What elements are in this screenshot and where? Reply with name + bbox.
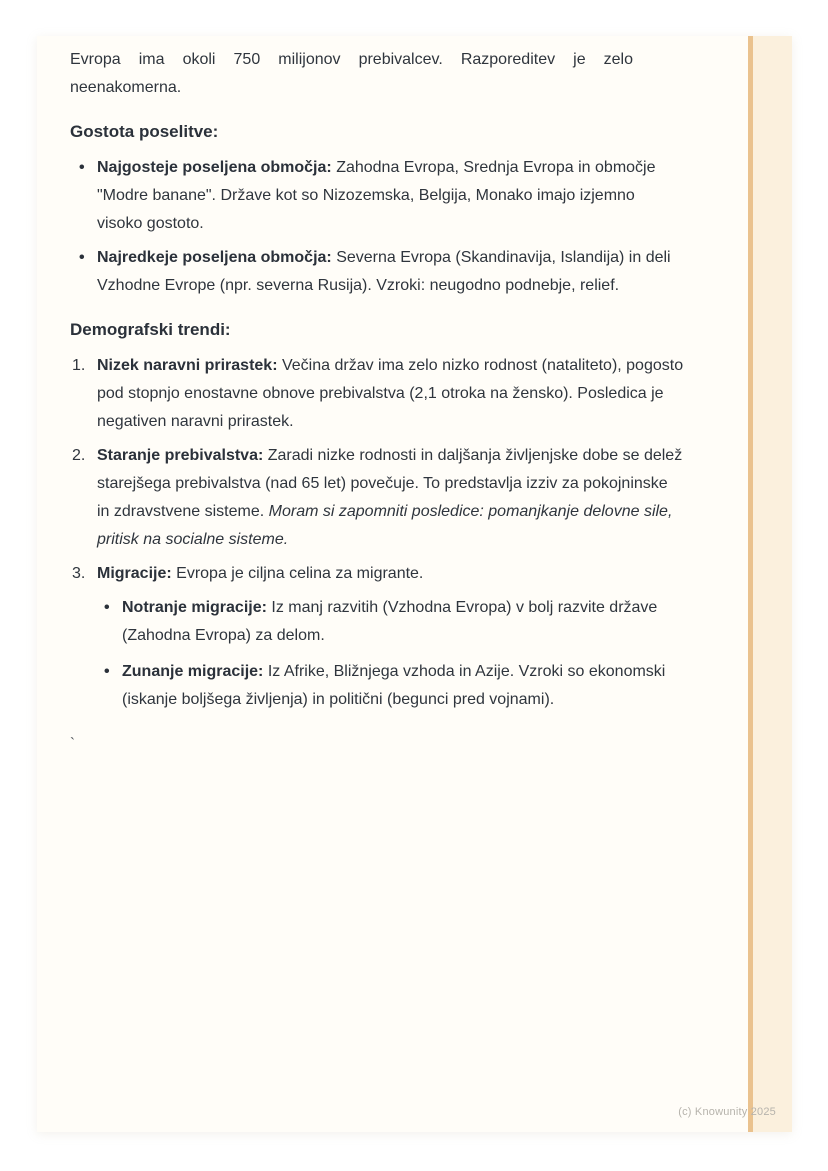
document-page — [37, 36, 792, 1132]
list-item — [70, 154, 684, 238]
page-edge-stripe — [748, 36, 792, 1132]
item-text: Iz Afrike, Bližnjega vzhoda in Azije. Vzroki so ekonomski (iskanje boljšega življenja) in politični (begunci pred vojnami). — [122, 663, 666, 708]
item-term: Najredkeje poseljena območja: — [97, 249, 332, 266]
section-heading-trends: Demografski trendi: — [70, 320, 231, 339]
stray-backtick: ` — [70, 735, 75, 752]
page-content — [70, 46, 684, 758]
item-term: Nizek naravni prirastek: — [97, 357, 278, 374]
migration-sublist — [97, 594, 684, 714]
item-term: Zunanje migracije: — [122, 663, 264, 680]
trends-list — [70, 352, 684, 714]
item-note-italic: Moram si zapomniti posledice: pomanjkanje delovne sile, pritisk na socialne sisteme. — [97, 503, 673, 548]
item-term: Notranje migracije: — [122, 599, 267, 616]
item-text: Zahodna Evropa, Srednja Evropa in območje "Modre banane". Države kot so Nizozemska, Belgija, Monako imajo izjemno visoko gostoto. — [97, 159, 656, 232]
copyright-footer: (c) Knowunity 2025 — [678, 1106, 776, 1118]
item-term: Staranje prebivalstva: — [97, 447, 264, 464]
list-item — [70, 244, 684, 300]
list-item — [70, 442, 684, 554]
intro-paragraph: Evropa ima okoli 750 milijonov prebivalcev. Razporeditev je zelo neenakomerna. — [70, 51, 633, 96]
item-term: Migracije: — [97, 565, 172, 582]
item-text: Iz manj razvitih (Vzhodna Evropa) v bolj razvite države (Zahodna Evropa) za delom. — [122, 599, 658, 644]
item-text: Zaradi nizke rodnosti in daljšanja življenjske dobe se delež starejšega prebivalstva (nad 65 let) povečuje. To predstavlja izziv za pokojninske in zdravstvene sisteme. — [97, 447, 683, 520]
list-item — [70, 560, 684, 714]
item-text: Večina držav ima zelo nizko rodnost (nataliteto), pogosto pod stopnjo enostavne obnove prebivalstva (2,1 otroka na žensko). Posledica je negativen naravni prirastek. — [97, 357, 684, 430]
density-list — [70, 154, 684, 300]
list-item — [70, 352, 684, 436]
sublist-item — [97, 658, 684, 714]
item-text: Severna Evropa (Skandinavija, Islandija) in deli Vzhodne Evrope (npr. severna Rusija). Vzroki: neugodno podnebje, relief. — [97, 249, 671, 294]
section-heading-density: Gostota poselitve: — [70, 122, 219, 141]
sublist-item — [97, 594, 684, 650]
item-text: Evropa je ciljna celina za migrante. — [176, 565, 424, 582]
item-term: Najgosteje poseljena območja: — [97, 159, 332, 176]
